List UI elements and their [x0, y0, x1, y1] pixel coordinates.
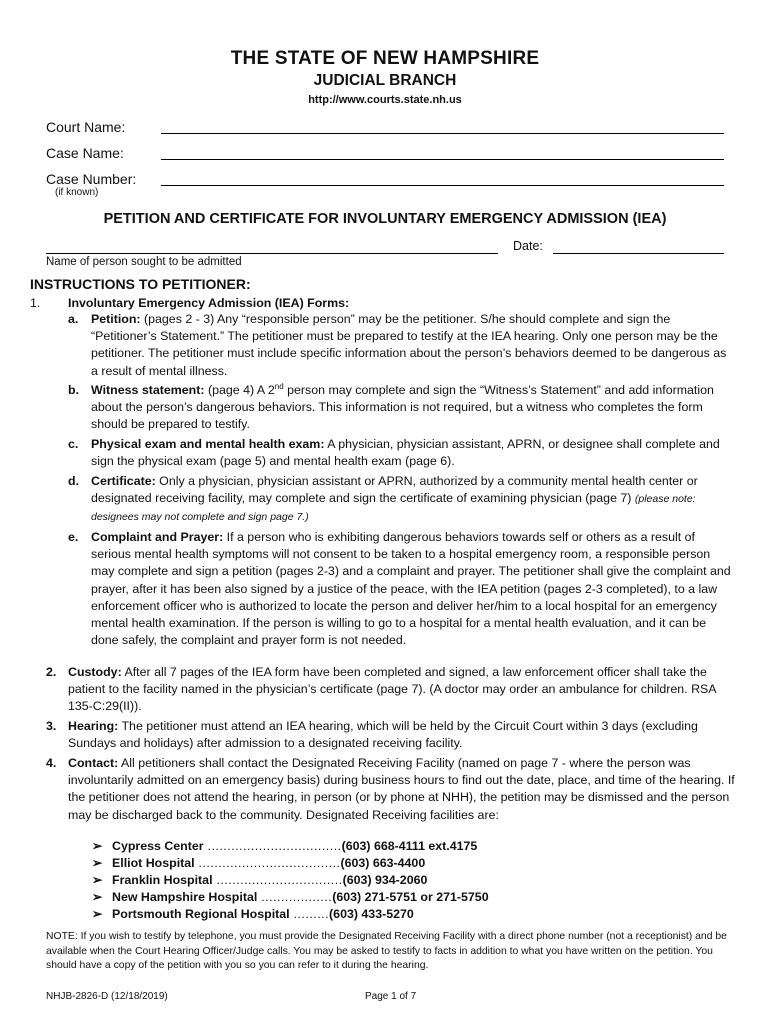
arrow-bullet-icon: ➢ [92, 839, 103, 853]
item-e-title: Complaint and Prayer: [91, 530, 224, 544]
date-field[interactable] [553, 253, 724, 254]
item-c-letter: c. [68, 437, 79, 451]
if-known-note: (if known) [55, 187, 99, 198]
case-number-label: Case Number: [46, 171, 137, 187]
item-1-title: Involuntary Emergency Admission (IEA) Forms: [68, 296, 350, 310]
item-a-text: (pages 2 - 3) Any “responsible person” may be the petitioner. S/he should complete and sign the “Petitioner’s Statement.” The petitioner must be prepared to testify at the IEA hearing. Only one person may be the petitioner. The petitioner must include specific information about the person’s behaviors deemed to be dangerous as a result of mental illness. [91, 312, 727, 378]
case-number-field[interactable] [161, 185, 724, 186]
person-name-label: Name of person sought to be admitted [46, 256, 242, 268]
item-3-number: 3. [46, 719, 57, 733]
telephone-testimony-note: NOTE: If you wish to testify by telephone, you must provide the Designated Receiving Facility with a direct phone number (not a receptionist) and be available when the Court Hearing Officer/Judge calls. You may be asked to testify to facts in addition to what you have written on the petition. You should have a copy of the petition with you so you can refer to it during the hearing. [46, 931, 727, 972]
page-number: Page 1 of 7 [365, 991, 417, 1002]
case-name-label: Case Name: [46, 145, 124, 161]
case-name-field[interactable] [161, 159, 724, 160]
item-b-letter: b. [68, 383, 80, 397]
item-d-letter: d. [68, 474, 80, 488]
form-id: NHJB-2826-D (12/18/2019) [46, 991, 168, 1002]
arrow-bullet-icon: ➢ [92, 890, 103, 904]
item-b-title: Witness statement: [91, 383, 205, 397]
item-2: Custody: After all 7 pages of the IEA form have been completed and signed, a law enforcement officer shall take the patient to the facility named in the physician’s certificate (page 7). (A doctor may order an ambulance for children. RSA 135-C:29(II)). [68, 665, 716, 714]
arrow-bullet-icon: ➢ [92, 856, 103, 870]
date-label: Date: [513, 239, 543, 253]
item-b: Witness statement: (page 4) A 2nd person may complete and sign the “Witness’s Statement” and add information about the person’s dangerous behaviors. This information is not required, but a witness who completes the form should be prepared to testify. [91, 381, 714, 432]
item-2-number: 2. [46, 665, 57, 679]
item-a-letter: a. [68, 312, 79, 326]
item-a [91, 311, 733, 380]
item-4: Contact: All petitioners shall contact the Designated Receiving Facility (named on page 7 - where the person was involuntarily admitted on an emergency basis) during business hours to find out the date, place, and time of the hearing. If the petitioner does not attend the hearing, in person (or by phone at NHH), the petition may be dismissed and the person may be discharged back to the community. Designated Receiving facilities are: [68, 756, 735, 822]
item-1 [68, 295, 748, 312]
court-url[interactable]: http://www.courts.state.nh.us [308, 94, 462, 106]
item-d: Certificate: Only a physician, physician assistant or APRN, authorized by a community mental health center or designated receiving facility, may complete and sign the certificate of examining physician (page 7) (please note: designees may not complete and sign page 7.) [91, 474, 698, 524]
facility-portsmouth-regional-hospital: ➢ Portsmouth Regional Hospital .........(603) 433-5270 [92, 907, 414, 921]
item-e: Complaint and Prayer: If a person who is exhibiting dangerous behaviors towards self or others as a result of serious mental health symptoms will not consent to be taken to a hospital emergency room, a responsible person may complete and sign a petition (pages 2-3) and a complaint and prayer. The petitioner shall give the complaint and prayer, after it has been also signed by a justice of the peace, with the IEA petition (pages 2-3 completed), to a law enforcement officer who is authorized to locate the person and deliver her/him to a local hospital for an emergency mental health examination. If the person is willing to go to a hospital for a mental health evaluation, and it can be done safely, the complaint and prayer form is not needed. [91, 530, 731, 648]
facility-phone: (603) 668-4111 ext.4175 [341, 839, 478, 853]
instructions-heading: INSTRUCTIONS TO PETITIONER: [30, 276, 251, 292]
arrow-bullet-icon: ➢ [92, 907, 103, 921]
facility-new-hampshire-hospital: ➢ New Hampshire Hospital ..................(603) 271-5751 or 271-5750 [92, 890, 489, 904]
item-a-title: Petition: [91, 312, 141, 326]
court-name-label: Court Name: [46, 119, 126, 135]
person-name-field[interactable] [46, 253, 498, 254]
facility-franklin-hospital: ➢ Franklin Hospital ................................(603) 934-2060 [92, 873, 428, 887]
facility-phone: (603) 433-5270 [329, 907, 414, 921]
branch-heading: JUDICIAL BRANCH [313, 72, 457, 89]
arrow-bullet-icon: ➢ [92, 873, 103, 887]
item-3: Hearing: The petitioner must attend an IEA hearing, which will be held by the Circuit Court within 3 days (excluding Sundays and holidays) after admission to a designated receiving facility. [68, 719, 698, 751]
item-e-letter: e. [68, 530, 79, 544]
item-d-note: (please note: designees may not complete and sign page 7.) [91, 493, 696, 524]
item-4-title: Contact: [68, 756, 119, 770]
facility-cypress-center: ➢ Cypress Center ..................................(603) 668-4111 ext.4175 [92, 839, 478, 853]
facility-phone: (603) 663-4400 [340, 856, 426, 870]
item-3-title: Hearing: [68, 719, 119, 733]
item-d-title: Certificate: [91, 474, 156, 488]
item-c: Physical exam and mental health exam: A physician, physician assistant, APRN, or designee shall complete and sign the physical exam (page 5) and mental health exam (page 6). [91, 437, 720, 469]
form-title: PETITION AND CERTIFICATE FOR INVOLUNTARY EMERGENCY ADMISSION (IEA) [103, 211, 667, 227]
item-4-number: 4. [46, 756, 57, 770]
item-c-title: Physical exam and mental health exam: [91, 437, 325, 451]
facility-phone: (603) 271-5751 or 271-5750 [332, 890, 489, 904]
state-heading: THE STATE OF NEW HAMPSHIRE [230, 48, 540, 69]
facility-phone: (603) 934-2060 [342, 873, 428, 887]
item-1-number: 1. [30, 296, 41, 310]
item-2-title: Custody: [68, 665, 122, 679]
court-name-field[interactable] [161, 133, 724, 134]
facility-elliot-hospital: ➢ Elliot Hospital ....................................(603) 663-4400 [92, 856, 426, 870]
